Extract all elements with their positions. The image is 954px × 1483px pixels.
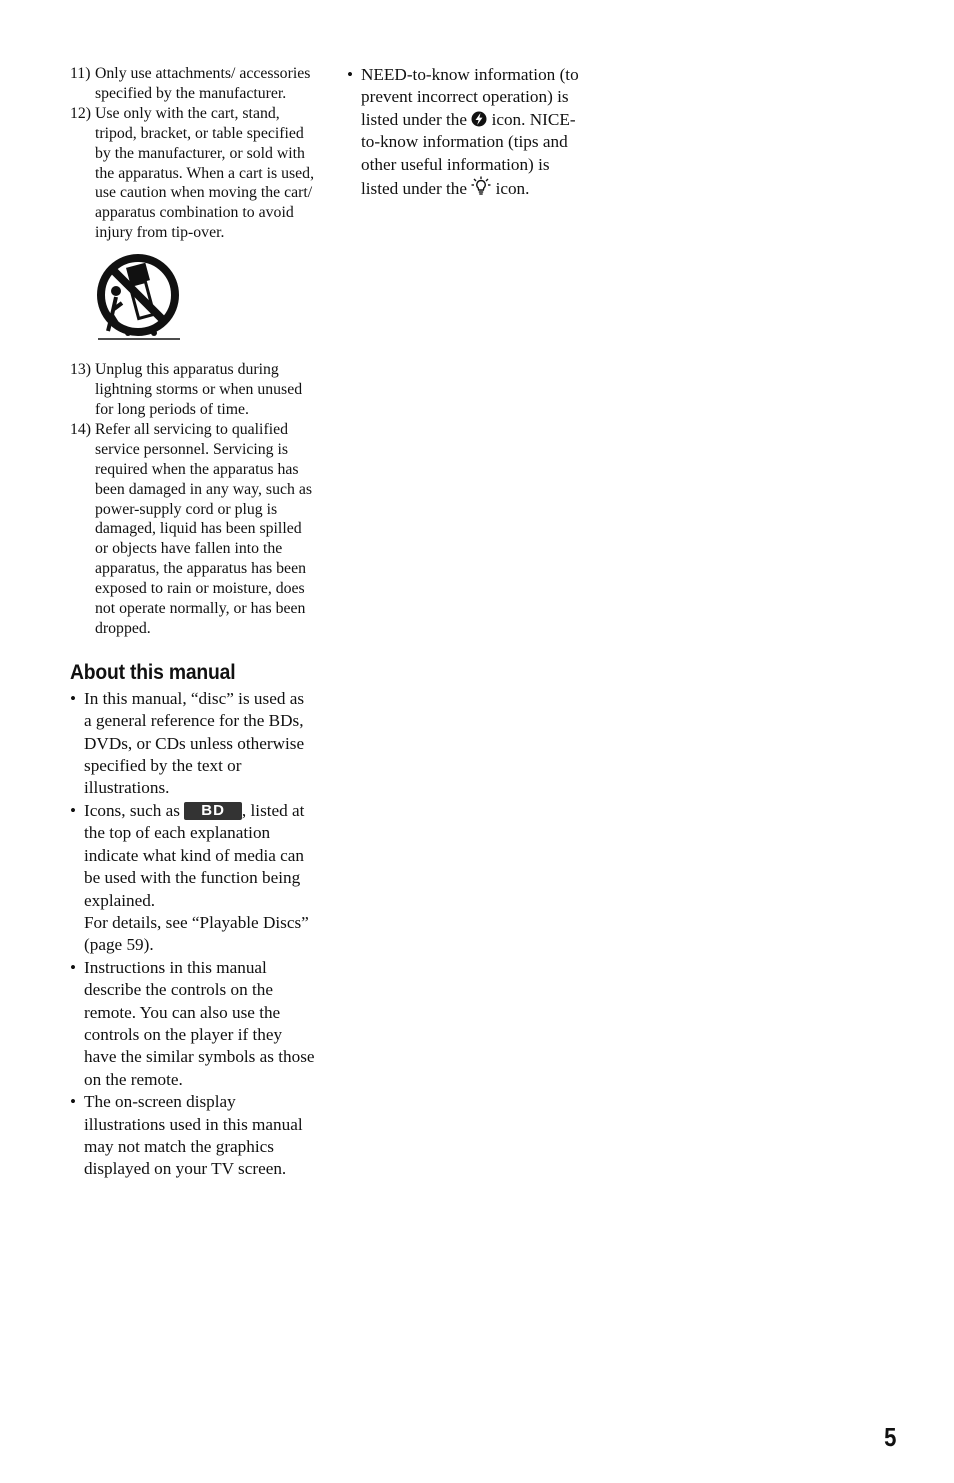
bullet-text: Instructions in this manual describe the controls on the remote. You can also use the controls on the player if they have the similar symbols as those on the remote. [84, 957, 315, 1089]
bullet-dot: • [70, 1092, 77, 1112]
bullet-item-remote [70, 957, 315, 1091]
item-number: 14) [70, 420, 92, 438]
right-column [347, 64, 587, 200]
numbered-item-12 [70, 104, 315, 243]
bullet-item-icons [70, 800, 315, 957]
bullet-dot: • [70, 800, 77, 820]
item-text: Refer all servicing to qualified service personnel. Servicing is required when the apparatus has been damaged in any way, such as power-supply cord or plug is damaged, liquid has been spilled or objects have fallen into the apparatus, the apparatus has been exposed to rain or moisture, does not operate normally, or has been dropped. [95, 420, 312, 637]
bullet-text: In this manual, “disc” is used as a general reference for the BDs, DVDs, or CDs unless otherwise specified by the text or illustrations. [84, 688, 305, 798]
left-column [70, 64, 315, 1181]
section-heading: About this manual [70, 660, 236, 684]
numbered-item-13 [70, 360, 315, 420]
note-text: NEED-to-know information (to prevent incorrect operation) is listed under the [361, 65, 579, 129]
bullet-dot: • [70, 688, 77, 708]
item-text: Unplug this apparatus during lightning storms or when unused for long periods of time. [95, 361, 303, 418]
bullet-item-display [70, 1091, 315, 1181]
item-text: Only use attachments/ accessories specified by the manufacturer. [95, 65, 311, 102]
bullet-detail: For details, see “Playable Discs” (page 59). [84, 912, 309, 955]
bd-media-badge: BD [184, 802, 242, 820]
bullet-item-disc [70, 688, 315, 800]
numbered-item-14 [70, 420, 315, 639]
bullet-item-info-icons [347, 64, 587, 200]
note-text: icon. NICE-to-know information (tips and other useful information) is listed under the [361, 109, 576, 199]
note-text: icon. [495, 179, 530, 199]
lightbulb-icon [471, 176, 491, 196]
bullet-dot: • [70, 957, 77, 977]
page-number: 5 [883, 1422, 896, 1452]
bullet-dot: • [347, 65, 354, 84]
cart-tip-over-warning-icon [94, 253, 184, 343]
bullet-text: The on-screen display illustrations used in this manual may not match the graphics displayed on your TV screen. [84, 1092, 303, 1179]
item-number: 11) [70, 65, 91, 82]
bullet-text: Icons, such as [84, 800, 180, 820]
item-text: Use only with the cart, stand, tripod, bracket, or table specified by the manufacturer, or sold with the apparatus. When a cart is used, use caution when moving the cart/ apparatus combination to avoid injury from tip-over. [95, 104, 315, 242]
numbered-item-11 [70, 64, 315, 104]
item-number: 13) [70, 361, 92, 379]
bullet-text: , listed at the top of each explanation indicate what kind of media can be used with the function being explained. [84, 800, 305, 910]
lightning-circle-icon [471, 111, 487, 127]
item-number: 12) [70, 104, 92, 122]
